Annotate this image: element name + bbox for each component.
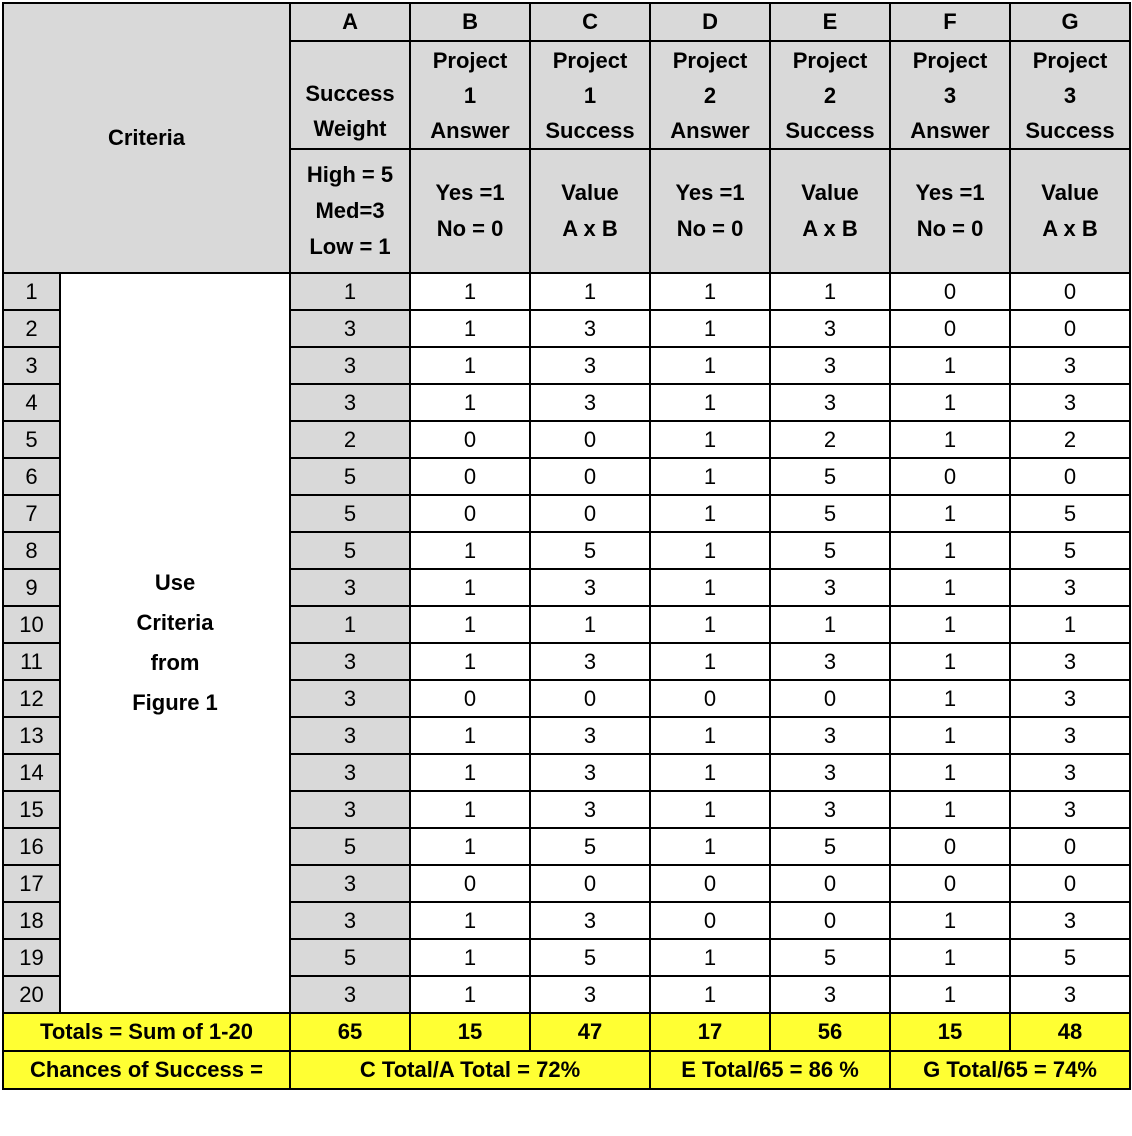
cell-d: 0: [650, 680, 770, 717]
table-row: [3, 273, 1130, 310]
cell-e: 3: [770, 310, 890, 347]
cell-b: 0: [410, 680, 530, 717]
cell-b: 1: [410, 569, 530, 606]
cell-e: 5: [770, 495, 890, 532]
column-title-d: [650, 41, 770, 149]
cell-a: 3: [290, 976, 410, 1013]
cell-d: 1: [650, 828, 770, 865]
cell-c: 1: [530, 273, 650, 310]
cell-b: 0: [410, 421, 530, 458]
chances-project-3: G Total/65 = 74%: [890, 1051, 1130, 1089]
cell-c: 3: [530, 569, 650, 606]
column-scale-line: Yes =1: [435, 180, 505, 205]
column-scale-line: No = 0: [436, 216, 504, 241]
cell-f: 1: [890, 421, 1010, 458]
cell-e: 2: [770, 421, 890, 458]
totals-row: [3, 1013, 1130, 1051]
cell-g: 3: [1010, 717, 1130, 754]
cell-b: 1: [410, 310, 530, 347]
cell-g: 2: [1010, 421, 1130, 458]
cell-d: 1: [650, 569, 770, 606]
criteria-note-line: Use: [154, 570, 196, 595]
cell-c: 3: [530, 643, 650, 680]
cell-e: 3: [770, 643, 890, 680]
cell-d: 1: [650, 458, 770, 495]
cell-g: 3: [1010, 384, 1130, 421]
cell-b: 1: [410, 791, 530, 828]
cell-d: 1: [650, 421, 770, 458]
cell-e: 0: [770, 865, 890, 902]
cell-b: 1: [410, 754, 530, 791]
column-title-b: [410, 41, 530, 149]
cell-e: 5: [770, 458, 890, 495]
cell-a: 3: [290, 865, 410, 902]
row-number: 14: [3, 754, 60, 791]
cell-g: 3: [1010, 643, 1130, 680]
cell-d: 1: [650, 384, 770, 421]
cell-c: 0: [530, 458, 650, 495]
row-number: 8: [3, 532, 60, 569]
cell-e: 0: [770, 902, 890, 939]
row-number: 11: [3, 643, 60, 680]
cell-d: 1: [650, 976, 770, 1013]
cell-f: 1: [890, 569, 1010, 606]
column-letter-e: E: [770, 3, 890, 41]
column-scale-line: A x B: [1042, 216, 1098, 241]
cell-b: 1: [410, 717, 530, 754]
cell-c: 3: [530, 902, 650, 939]
cell-g: 0: [1010, 273, 1130, 310]
chances-label: Chances of Success =: [3, 1051, 290, 1089]
column-scale-line: A x B: [802, 216, 858, 241]
cell-c: 1: [530, 606, 650, 643]
row-number: 17: [3, 865, 60, 902]
cell-e: 5: [770, 939, 890, 976]
column-scale-f: [890, 149, 1010, 273]
column-scale-line: Low = 1: [309, 234, 391, 259]
row-number: 7: [3, 495, 60, 532]
column-title-a: [290, 41, 410, 149]
cell-d: 0: [650, 902, 770, 939]
cell-c: 3: [530, 347, 650, 384]
cell-d: 1: [650, 717, 770, 754]
cell-a: 3: [290, 902, 410, 939]
row-number: 18: [3, 902, 60, 939]
cell-f: 0: [890, 828, 1010, 865]
column-letter-f: F: [890, 3, 1010, 41]
cell-a: 1: [290, 606, 410, 643]
row-number: 16: [3, 828, 60, 865]
cell-g: 3: [1010, 569, 1130, 606]
cell-a: 5: [290, 939, 410, 976]
column-scale-line: No = 0: [676, 216, 744, 241]
cell-g: 0: [1010, 458, 1130, 495]
row-number: 4: [3, 384, 60, 421]
cell-g: 3: [1010, 791, 1130, 828]
cell-e: 3: [770, 347, 890, 384]
total-d: 17: [650, 1013, 770, 1051]
row-number: 6: [3, 458, 60, 495]
column-title-line: Weight: [313, 116, 387, 141]
chances-project-1: C Total/A Total = 72%: [290, 1051, 650, 1089]
column-scale-line: Yes =1: [915, 180, 985, 205]
cell-e: 5: [770, 532, 890, 569]
cell-d: 0: [650, 865, 770, 902]
cell-g: 1: [1010, 606, 1130, 643]
cell-f: 1: [890, 532, 1010, 569]
column-title-g: [1010, 41, 1130, 149]
cell-f: 0: [890, 458, 1010, 495]
cell-f: 1: [890, 902, 1010, 939]
cell-b: 1: [410, 939, 530, 976]
cell-g: 0: [1010, 310, 1130, 347]
cell-b: 1: [410, 976, 530, 1013]
cell-d: 1: [650, 643, 770, 680]
cell-c: 5: [530, 939, 650, 976]
column-scale-line: Yes =1: [675, 180, 745, 205]
row-number: 12: [3, 680, 60, 717]
cell-a: 3: [290, 717, 410, 754]
cell-g: 5: [1010, 495, 1130, 532]
chances-row: [3, 1051, 1130, 1089]
column-title-line: 1: [463, 82, 477, 108]
cell-c: 3: [530, 384, 650, 421]
cell-a: 5: [290, 495, 410, 532]
cell-d: 1: [650, 791, 770, 828]
cell-a: 1: [290, 273, 410, 310]
column-letter-a: A: [290, 3, 410, 41]
cell-f: 1: [890, 754, 1010, 791]
total-f: 15: [890, 1013, 1010, 1051]
cell-f: 1: [890, 384, 1010, 421]
column-scale-line: No = 0: [916, 216, 984, 241]
chances-project-2: E Total/65 = 86 %: [650, 1051, 890, 1089]
column-letter-c: C: [530, 3, 650, 41]
cell-d: 1: [650, 939, 770, 976]
cell-g: 0: [1010, 828, 1130, 865]
cell-f: 1: [890, 939, 1010, 976]
cell-b: 0: [410, 495, 530, 532]
row-number: 3: [3, 347, 60, 384]
cell-b: 0: [410, 865, 530, 902]
cell-a: 3: [290, 310, 410, 347]
row-number: 10: [3, 606, 60, 643]
criteria-note: [60, 273, 290, 1013]
cell-a: 3: [290, 569, 410, 606]
cell-d: 1: [650, 347, 770, 384]
cell-c: 0: [530, 865, 650, 902]
cell-f: 0: [890, 273, 1010, 310]
row-number: 1: [3, 273, 60, 310]
cell-c: 0: [530, 421, 650, 458]
cell-d: 1: [650, 532, 770, 569]
column-title-line: Project: [792, 47, 868, 73]
cell-b: 1: [410, 606, 530, 643]
cell-b: 0: [410, 458, 530, 495]
cell-c: 3: [530, 754, 650, 791]
row-number: 5: [3, 421, 60, 458]
column-title-line: Success: [305, 81, 395, 106]
cell-a: 5: [290, 828, 410, 865]
cell-d: 1: [650, 495, 770, 532]
cell-a: 5: [290, 458, 410, 495]
cell-e: 5: [770, 828, 890, 865]
column-scale-line: Med=3: [315, 198, 385, 223]
cell-d: 1: [650, 310, 770, 347]
total-c: 47: [530, 1013, 650, 1051]
row-number: 15: [3, 791, 60, 828]
column-title-line: 2: [703, 82, 717, 108]
cell-g: 3: [1010, 347, 1130, 384]
column-title-line: 3: [1063, 82, 1077, 108]
cell-e: 0: [770, 680, 890, 717]
column-title-f: [890, 41, 1010, 149]
cell-e: 1: [770, 606, 890, 643]
row-number: 20: [3, 976, 60, 1013]
criteria-note-line: Criteria: [136, 610, 214, 635]
total-b: 15: [410, 1013, 530, 1051]
cell-c: 3: [530, 717, 650, 754]
cell-a: 3: [290, 754, 410, 791]
cell-b: 1: [410, 902, 530, 939]
cell-g: 3: [1010, 754, 1130, 791]
cell-c: 3: [530, 791, 650, 828]
cell-c: 3: [530, 310, 650, 347]
cell-d: 1: [650, 754, 770, 791]
cell-e: 3: [770, 791, 890, 828]
cell-a: 3: [290, 791, 410, 828]
column-scale-g: [1010, 149, 1130, 273]
cell-g: 5: [1010, 532, 1130, 569]
column-letter-g: G: [1010, 3, 1130, 41]
cell-g: 5: [1010, 939, 1130, 976]
column-title-c: [530, 41, 650, 149]
column-title-line: Project: [912, 47, 988, 73]
cell-a: 3: [290, 680, 410, 717]
total-e: 56: [770, 1013, 890, 1051]
success-criteria-table: [2, 2, 1131, 1090]
cell-c: 5: [530, 828, 650, 865]
cell-a: 3: [290, 347, 410, 384]
criteria-note-line: Figure 1: [132, 690, 218, 715]
cell-e: 3: [770, 976, 890, 1013]
cell-f: 1: [890, 680, 1010, 717]
cell-e: 1: [770, 273, 890, 310]
cell-f: 1: [890, 347, 1010, 384]
column-title-line: Success: [545, 117, 635, 143]
total-g: 48: [1010, 1013, 1130, 1051]
cell-b: 1: [410, 273, 530, 310]
cell-f: 0: [890, 310, 1010, 347]
column-title-line: Project: [672, 47, 748, 73]
cell-g: 3: [1010, 680, 1130, 717]
cell-g: 0: [1010, 865, 1130, 902]
cell-a: 5: [290, 532, 410, 569]
row-number: 19: [3, 939, 60, 976]
column-scale-line: Value: [561, 180, 619, 205]
column-title-line: 1: [583, 82, 597, 108]
column-title-line: Project: [432, 47, 508, 73]
column-letter-d: D: [650, 3, 770, 41]
column-scale-line: Value: [801, 180, 859, 205]
cell-e: 3: [770, 569, 890, 606]
column-title-line: Answer: [430, 117, 510, 143]
cell-a: 3: [290, 384, 410, 421]
cell-c: 0: [530, 495, 650, 532]
column-title-line: Answer: [910, 117, 990, 143]
column-scale-c: [530, 149, 650, 273]
cell-f: 1: [890, 976, 1010, 1013]
cell-b: 1: [410, 828, 530, 865]
cell-a: 2: [290, 421, 410, 458]
cell-e: 3: [770, 717, 890, 754]
column-title-line: 2: [823, 82, 837, 108]
row-number: 13: [3, 717, 60, 754]
cell-b: 1: [410, 347, 530, 384]
column-title-line: Success: [1025, 117, 1115, 143]
column-scale-line: A x B: [562, 216, 618, 241]
column-scale-e: [770, 149, 890, 273]
cell-f: 1: [890, 606, 1010, 643]
total-a: 65: [290, 1013, 410, 1051]
cell-f: 0: [890, 865, 1010, 902]
cell-c: 5: [530, 532, 650, 569]
cell-f: 1: [890, 717, 1010, 754]
cell-g: 3: [1010, 902, 1130, 939]
column-scale-line: High = 5: [306, 162, 394, 187]
column-scale-d: [650, 149, 770, 273]
cell-d: 1: [650, 606, 770, 643]
criteria-header: Criteria: [3, 3, 290, 273]
cell-b: 1: [410, 532, 530, 569]
column-scale-line: Value: [1041, 180, 1099, 205]
cell-e: 3: [770, 384, 890, 421]
cell-g: 3: [1010, 976, 1130, 1013]
cell-c: 3: [530, 976, 650, 1013]
cell-d: 1: [650, 273, 770, 310]
row-number: 9: [3, 569, 60, 606]
cell-b: 1: [410, 643, 530, 680]
column-scale-b: [410, 149, 530, 273]
cell-e: 3: [770, 754, 890, 791]
cell-c: 0: [530, 680, 650, 717]
cell-b: 1: [410, 384, 530, 421]
column-title-line: Success: [785, 117, 875, 143]
cell-f: 1: [890, 791, 1010, 828]
totals-label: Totals = Sum of 1-20: [3, 1013, 290, 1051]
cell-a: 3: [290, 643, 410, 680]
column-title-e: [770, 41, 890, 149]
column-letter-b: B: [410, 3, 530, 41]
column-title-line: 3: [943, 82, 957, 108]
column-title-line: Project: [1032, 47, 1108, 73]
column-scale-a: [290, 149, 410, 273]
cell-f: 1: [890, 643, 1010, 680]
column-title-line: Answer: [670, 117, 750, 143]
column-letter-row: [3, 3, 1130, 41]
criteria-note-line: from: [150, 650, 200, 675]
cell-f: 1: [890, 495, 1010, 532]
column-title-line: Project: [552, 47, 628, 73]
row-number: 2: [3, 310, 60, 347]
